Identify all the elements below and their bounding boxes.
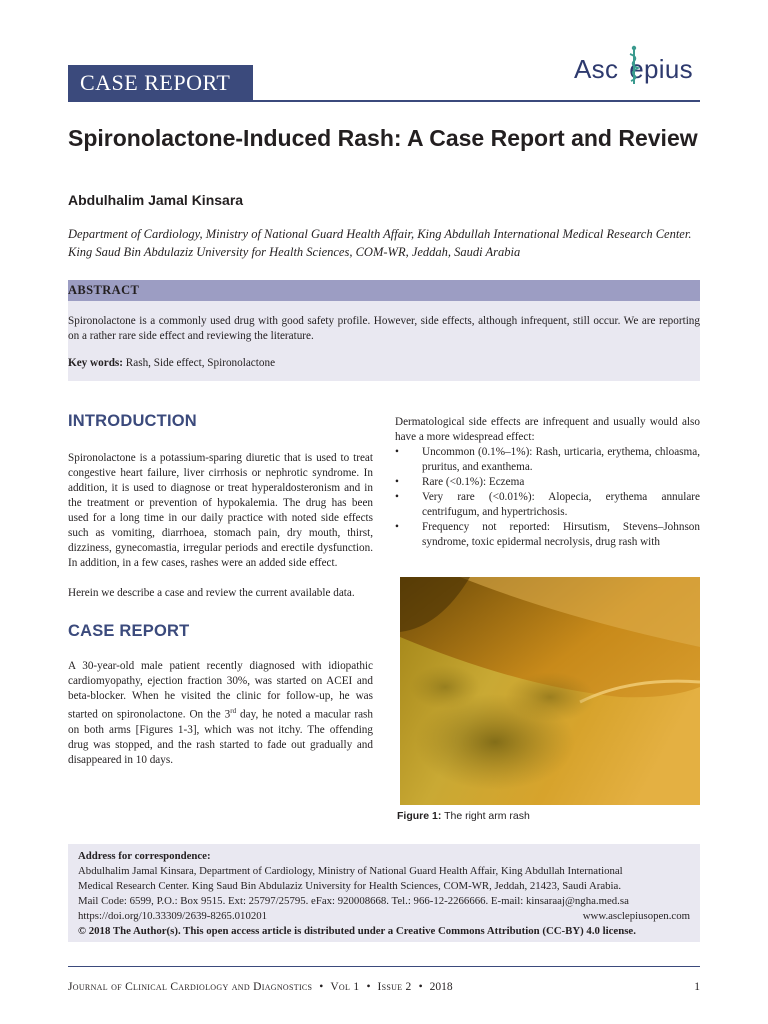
page-footer <box>68 981 700 993</box>
list-item <box>395 445 700 475</box>
list-item-text: Rare (<0.1%): Eczema <box>422 476 525 488</box>
author-name: Abdulhalim Jamal Kinsara <box>68 192 244 208</box>
issue: Issue 2 <box>377 981 412 993</box>
photo-rash-patch <box>410 665 480 709</box>
correspondence-line-3: Mail Code: 6599, P.O.: Box 9515. Ext: 25797/25795. eFax: 920008668. Tel.: 966-12-2266666. E-mail: kinsaraaj@ngha.med.sa <box>78 895 629 907</box>
case-text-superscript: rd <box>230 707 237 715</box>
bullet-mark: • <box>395 491 399 503</box>
license-text: © 2018 The Author(s). This open access article is distributed under a Creative Commons Attribution (CC-BY) 4.0 license. <box>78 925 636 937</box>
figure-caption-text: The right arm rash <box>441 810 530 822</box>
correspondence-heading-text: Address for correspondence: <box>78 850 211 862</box>
case-report-heading: CASE REPORT <box>68 622 190 640</box>
doi-link[interactable]: https://doi.org/10.33309/2639-8265.010201 <box>78 910 268 922</box>
list-item-text: Uncommon (0.1%–1%): Rash, urticaria, erythema, chloasma, pruritus, and exanthema. <box>422 446 700 473</box>
correspondence-line-1: Abdulhalim Jamal Kinsara, Department of Cardiology, Ministry of National Guard Health Affair, King Abdullah International <box>78 865 623 877</box>
bullet-mark: • <box>395 521 399 533</box>
figure-1-arm-rash-photo <box>400 577 700 805</box>
correspondence-line-2: Medical Research Center. King Saud Bin Abdulaziz University for Health Sciences, COM-WR, Jeddah, 21423, Saudi Arabia. <box>78 880 622 892</box>
header-rule <box>68 100 700 102</box>
asclepius-logo <box>574 50 700 94</box>
keywords-line <box>68 357 700 369</box>
figure-1-caption <box>397 810 530 822</box>
keywords-label: Key words: <box>68 357 123 369</box>
left-column <box>68 412 373 768</box>
list-item <box>395 520 700 550</box>
photo-rash-patch <box>505 672 595 722</box>
year: 2018 <box>429 981 453 993</box>
bullet-mark: • <box>395 446 399 458</box>
side-effect-list <box>395 445 700 550</box>
case-report-paragraph <box>68 659 373 768</box>
list-item <box>395 490 700 520</box>
caduceus-icon <box>627 44 641 86</box>
footer-separator: • <box>366 981 371 993</box>
case-report-badge: CASE REPORT <box>68 65 253 102</box>
footer-rule <box>68 966 700 967</box>
logo-text-end: epius <box>629 54 693 84</box>
logo-text-start: Asc <box>574 54 619 84</box>
figure-label: Figure 1: <box>397 810 442 822</box>
list-item-text: Very rare (<0.01%): Alopecia, erythema annulare centrifugum, and hypertrichosis. <box>422 491 700 518</box>
author-affiliation: Department of Cardiology, Ministry of National Guard Health Affair, King Abdullah International Medical Research Center. King Saud Bin Abdulaziz University for Health Sciences, COM-WR, Jeddah, Saudi Arabia <box>68 227 692 259</box>
introduction-paragraph-1: Spironolactone is a potassium-sparing diuretic that is used to treat congestive heart failure, liver cirrhosis or nephrotic syndrome. In addition, it is used to diagnose or treat hyperaldosteronism and in the treatment or prevention of hypokalemia. The drug has been used for a long time in our daily practice with noted side effects such as vomiting, diarrhoea, stomach pain, dry mouth, thirst, dizziness, gynecomastia, irregular periods and erectile dysfunction. In addition, in a few cases, rashes were an added side effect. <box>68 452 373 569</box>
case-text-end: day, he noted a macular rash on both arms [Figures 1-3], which was not itchy. The offending drug was stopped, and the rash started to fade out gradually and disappeared in 10 days. <box>68 708 373 766</box>
journal-name: Journal of Clinical Cardiology and Diagnostics <box>68 981 313 993</box>
abstract-panel <box>68 301 700 381</box>
volume: Vol 1 <box>330 981 360 993</box>
keywords-value: Rash, Side effect, Spironolactone <box>125 357 276 369</box>
license-line <box>78 924 700 939</box>
footer-separator: • <box>418 981 423 993</box>
right-column <box>395 415 700 550</box>
list-item <box>395 475 700 490</box>
footer-separator: • <box>319 981 324 993</box>
doi-row <box>78 909 690 924</box>
case-text-start: A 30-year-old male patient recently diagnosed with idiopathic cardiomyopathy, ejection fraction 30%, was started on ACEI and beta-blocker. When he visited the clinic for follow-up, he was started on spironolactone. On the 3 <box>68 660 373 721</box>
article-title: Spironolactone-Induced Rash: A Case Report and Review <box>68 125 698 151</box>
introduction-heading: INTRODUCTION <box>68 412 197 430</box>
website-link[interactable]: www.asclepiusopen.com <box>582 910 690 922</box>
footer-citation <box>68 981 453 993</box>
abstract-text: Spironolactone is a commonly used drug with good safety profile. However, side effects, although infrequent, still occur. We are reporting on a rather rare side effect and reviewing the literature. <box>68 315 700 342</box>
abstract-heading: ABSTRACT <box>68 280 700 301</box>
dermatological-intro: Dermatological side effects are infrequent and usually would also have a more widespread effect: <box>395 416 700 443</box>
bullet-mark: • <box>395 476 399 488</box>
correspondence-heading <box>78 849 700 864</box>
correspondence-panel <box>68 844 700 942</box>
list-item-text: Frequency not reported: Hirsutism, Stevens–Johnson syndrome, toxic epidermal necrolysis, drug rash with <box>422 521 700 548</box>
page-number: 1 <box>694 981 700 993</box>
introduction-paragraph-2: Herein we describe a case and review the current available data. <box>68 587 355 599</box>
